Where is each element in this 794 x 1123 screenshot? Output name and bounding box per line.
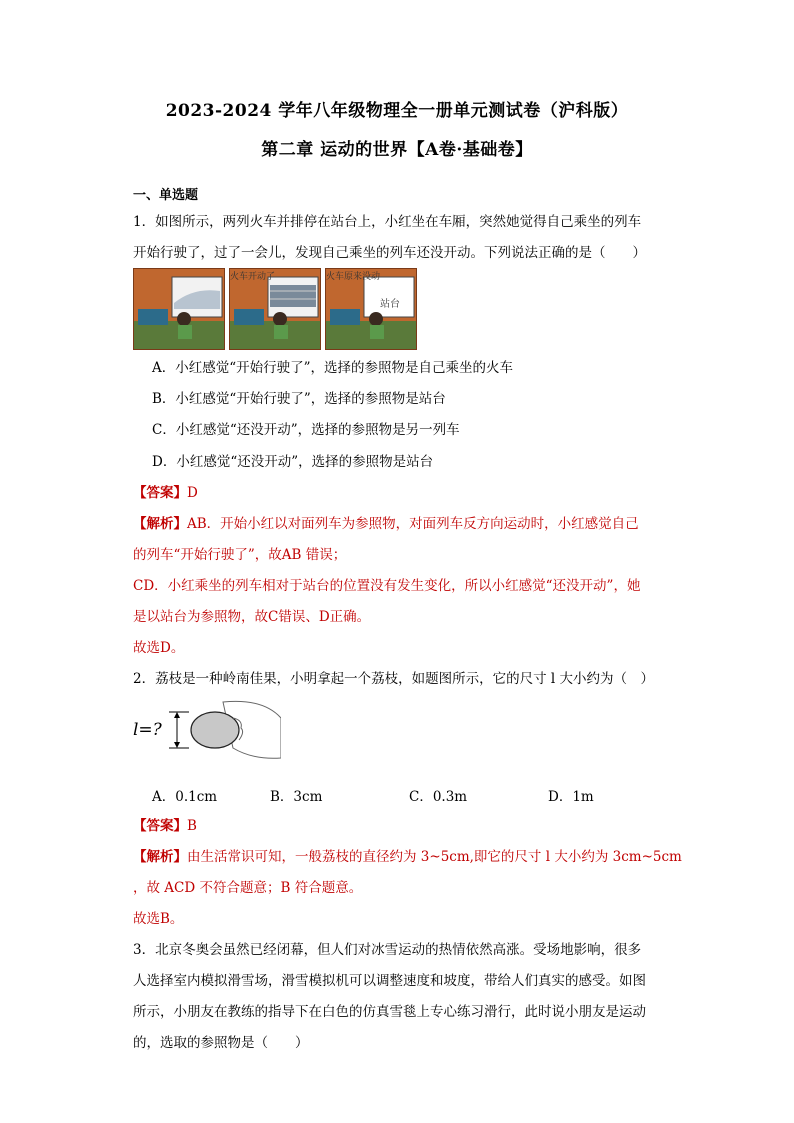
q1-stem-line-2: 开始行驶了，过了一会儿，发现自己乘坐的列车还没开动。下列说法正确的是（ ）	[133, 245, 646, 261]
q2-conclusion: 故选B。	[133, 911, 184, 927]
q2-analysis-line-2: ，故 ACD 不符合题意；B 符合题意。	[133, 880, 363, 896]
q1-train-figure	[133, 268, 415, 350]
document-subtitle: 第二章 运动的世界【A卷·基础卷】	[261, 140, 533, 160]
q2-option-b: B．3cm	[270, 789, 323, 805]
section-heading: 一、单选题	[133, 188, 199, 203]
analysis-tag: 【解析】	[133, 516, 187, 532]
answer-value: D	[187, 485, 198, 501]
q1-analysis-line-1	[133, 514, 673, 534]
q1-option-a: A．小红感觉“开始行驶了”，选择的参照物是自己乘坐的火车	[152, 360, 514, 376]
q1-option-c: C．小红感觉“还没开动”，选择的参照物是另一列车	[152, 422, 460, 438]
q1-option-d: D．小红感觉“还没开动”，选择的参照物是站台	[152, 454, 434, 470]
answer-tag: 【答案】	[133, 818, 187, 834]
q2-stem: 2．荔枝是一种岭南佳果，小明拿起一个荔枝，如题图所示，它的尺寸 l 大小约为（ ）	[133, 671, 654, 687]
analysis-tag: 【解析】	[133, 849, 187, 865]
q2-option-c: C．0.3m	[409, 789, 468, 805]
analysis-text: AB．开始小红以对面列车为参照物，对面列车反方向运动时，小红感觉自己	[187, 516, 639, 532]
analysis-text: 由生活常识可知，一般荔枝的直径约为 3~5cm,即它的尺寸 l 大小约为 3cm~5cm	[187, 849, 682, 865]
q3-stem-line-1: 3．北京冬奥会虽然已经闭幕，但人们对冰雪运动的热情依然高涨。受场地影响，很多	[133, 942, 642, 958]
train-panel-3	[325, 268, 417, 350]
lychee-size-label: l=?	[133, 720, 162, 740]
train-panel-2	[229, 268, 321, 350]
q3-stem-line-3: 所示，小朋友在教练的指导下在白色的仿真雪毯上专心练习滑行，此时说小朋友是运动	[133, 1004, 646, 1020]
q3-stem-line-4: 的，选取的参照物是（ ）	[133, 1035, 309, 1051]
train-caption-3: 站台	[380, 299, 400, 310]
q3-stem-line-2: 人选择室内模拟滑雪场，滑雪模拟机可以调整速度和坡度，带给人们真实的感受。如图	[133, 973, 646, 989]
q1-option-b: B．小红感觉“开始行驶了”，选择的参照物是站台	[152, 391, 446, 407]
train-panel-1	[133, 268, 225, 350]
q1-analysis-line-4: 是以站台为参照物，故C错误、D正确。	[133, 609, 371, 625]
q2-analysis-line-1	[133, 847, 682, 867]
q1-answer	[133, 483, 673, 503]
train-caption-2: 火车原来没动	[326, 272, 381, 282]
q2-option-d: D．1m	[548, 789, 594, 805]
train-caption-1: 火车开动了	[230, 272, 276, 282]
train-scene-1-icon	[134, 269, 224, 349]
q1-analysis-line-2: 的列车“开始行驶了”，故AB 错误；	[133, 547, 347, 563]
answer-tag: 【答案】	[133, 485, 187, 501]
q2-lychee-figure	[133, 698, 281, 762]
q2-option-a: A．0.1cm	[152, 789, 218, 805]
document-title: 2023-2024 学年八年级物理全一册单元测试卷（沪科版）	[165, 101, 629, 121]
answer-value: B	[187, 818, 197, 834]
q2-answer	[133, 816, 673, 836]
q1-stem-line-1: 1．如图所示，两列火车并排停在站台上，小红坐在车厢，突然她觉得自己乘坐的列车	[133, 214, 642, 230]
q1-conclusion: 故选D。	[133, 640, 185, 656]
q1-analysis-line-3: CD．小红乘坐的列车相对于站台的位置没有发生变化，所以小红感觉“还没开动”，她	[133, 578, 641, 594]
